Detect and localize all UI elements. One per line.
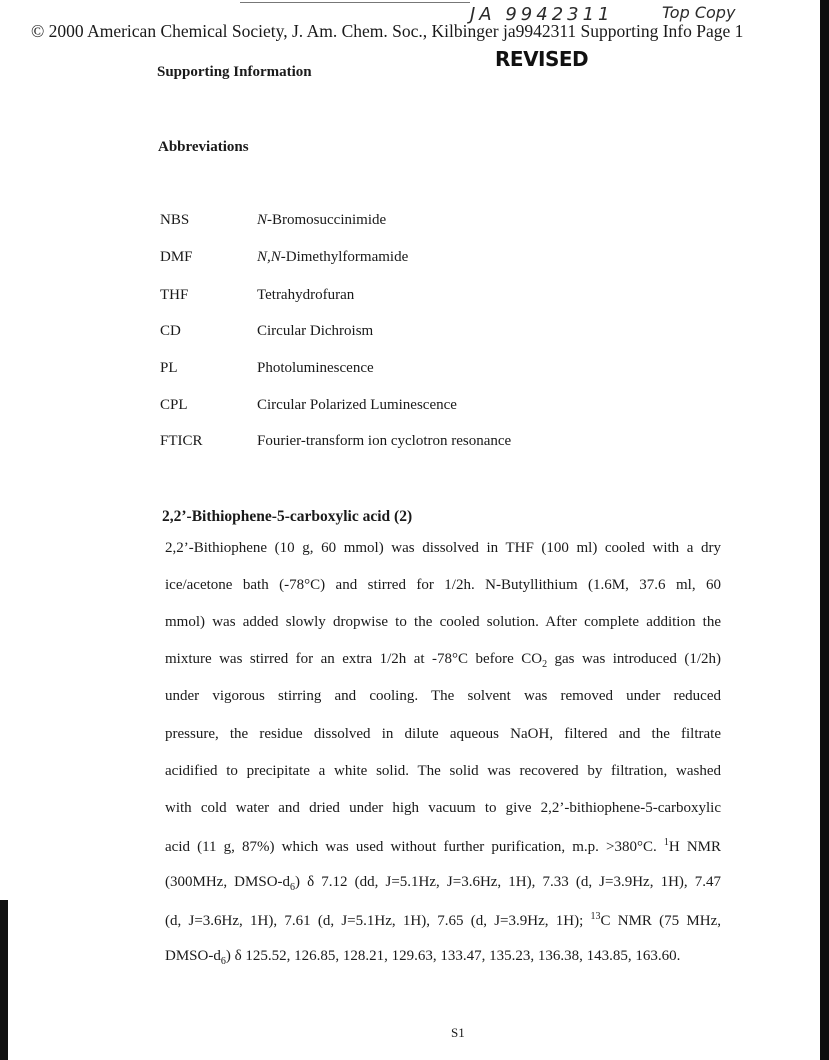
procedure-line: ice/acetone bath (-78°C) and stirred for 1/2h. N-Butyllithium (1.6M, 37.6 ml, 60: [165, 577, 721, 594]
abbreviation-term: N,N-Dimethylformamide: [257, 249, 409, 265]
abbreviation: CPL: [160, 397, 188, 413]
scan-mark: [240, 2, 470, 3]
procedure-line: 2,2’-Bithiophene (10 g, 60 mmol) was dissolved in THF (100 ml) cooled with a dry: [165, 540, 721, 556]
revised-stamp: REVISED: [495, 47, 589, 71]
abbreviation-term: Circular Dichroism: [257, 323, 374, 339]
procedure-line: pressure, the residue dissolved in dilute aqueous NaOH, filtered and the filtrate: [165, 725, 721, 742]
running-head: © 2000 American Chemical Society, J. Am. Chem. Soc., Kilbinger ja9942311 Supporting Info Page 1: [31, 21, 744, 41]
abbreviations-heading: Abbreviations: [158, 139, 249, 155]
document-title: Supporting Information: [157, 64, 312, 80]
abbreviation-term: Tetrahydrofuran: [257, 287, 355, 303]
abbreviation-term: N-Bromosuccinimide: [257, 212, 387, 228]
abbreviation: CD: [160, 323, 181, 339]
scan-edge-right: [820, 0, 829, 1060]
procedure-line: (d, J=3.6Hz, 1H), 7.61 (d, J=5.1Hz, 1H), 7.65 (d, J=3.9Hz, 1H); $^{13}$C NMR (75 MHz,: [165, 911, 721, 929]
abbreviation-term: Fourier-transform ion cyclotron resonance: [257, 433, 512, 449]
procedure-line: DMSO-$d_6$) δ 125.52, 126.85, 128.21, 129.63, 133.47, 135.23, 136.38, 143.85, 163.60.: [165, 948, 681, 968]
abbreviation: DMF: [160, 249, 193, 265]
procedure-line: mixture was stirred for an extra 1/2h at -78°C before $CO_2$ gas was introduced (1/2h): [165, 651, 721, 671]
procedure-line: with cold water and dried under high vacuum to give 2,2’-bithiophene-5-carboxylic: [165, 799, 721, 816]
compound-heading: 2,2’-Bithiophene-5-carboxylic acid (2): [162, 508, 413, 525]
handwritten-code: JA 9942311: [470, 4, 614, 25]
abbreviation-term: Circular Polarized Luminescence: [257, 397, 457, 413]
scan-edge-left: [0, 900, 8, 1060]
procedure-line: acidified to precipitate a white solid. The solid was recovered by filtration, washed: [165, 762, 721, 779]
abbreviation: FTICR: [160, 433, 203, 449]
abbreviation: THF: [160, 287, 189, 303]
abbreviation: PL: [160, 360, 178, 376]
procedure-line: acid (11 g, 87%) which was used without further purification, m.p. >380°C. $^1$H NMR: [165, 836, 721, 855]
procedure-line: under vigorous stirring and cooling. The solvent was removed under reduced: [165, 688, 721, 705]
handwritten-note: Top Copy: [662, 3, 736, 22]
abbreviation: NBS: [160, 212, 190, 228]
procedure-line: mmol) was added slowly dropwise to the cooled solution. After complete addition the: [165, 614, 721, 631]
page-number: S1: [451, 1025, 465, 1040]
abbreviation-term: Photoluminescence: [257, 360, 374, 376]
procedure-line: (300MHz, DMSO-$d_6$) δ 7.12 (dd, J=5.1Hz, J=3.6Hz, 1H), 7.33 (d, J=3.9Hz, 1H), 7.47: [165, 873, 721, 893]
